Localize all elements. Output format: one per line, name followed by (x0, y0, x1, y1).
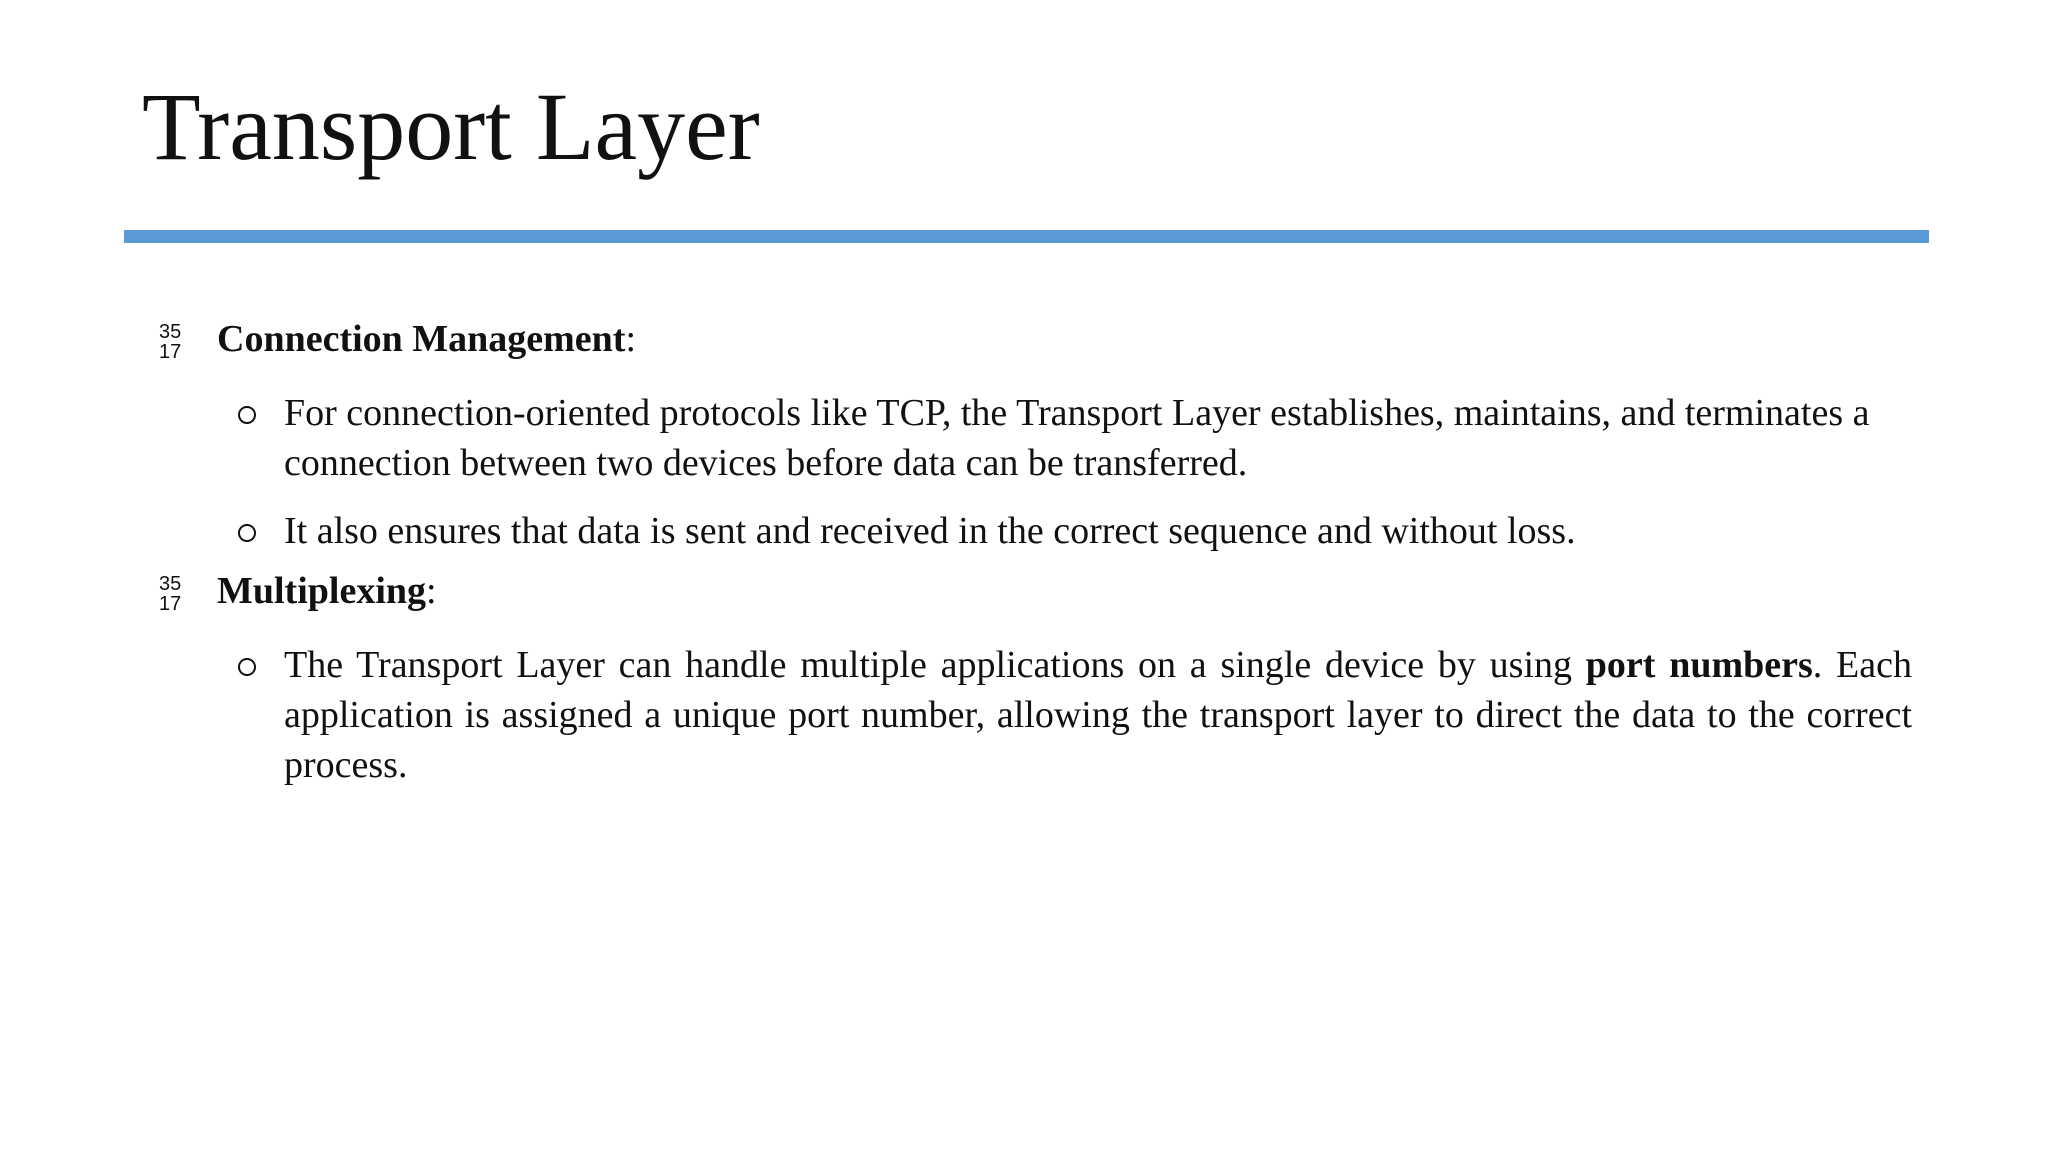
bullet-marker-top: 35 (159, 573, 182, 595)
title-divider (124, 230, 1929, 243)
bullet-marker-bottom: 17 (159, 341, 182, 363)
sub-item-text: It also ensures that data is sent and received in the correct sequence and without loss. (284, 510, 1576, 552)
hollow-circle-bullet-icon (238, 406, 256, 424)
bullet-marker-bottom: 17 (159, 593, 182, 615)
sub-item-text: For connection-oriented protocols like TCP, the Transport Layer establishes, maintains, and terminates a connection between two devices before data can be transferred. (284, 392, 1870, 484)
slide-title: Transport Layer (142, 73, 760, 180)
bullet-heading-suffix: : (426, 570, 437, 612)
bullet-heading (217, 314, 636, 364)
bullet-marker (159, 322, 189, 362)
bullet-heading-suffix: : (625, 318, 637, 360)
bullet-heading-label: Connection Management (217, 318, 626, 360)
bullet-marker (159, 574, 189, 614)
bullet-heading (217, 566, 437, 616)
hollow-circle-bullet-icon (238, 524, 256, 542)
hollow-circle-bullet-icon (238, 658, 256, 676)
sub-item-text (284, 640, 1912, 790)
sub-item-text-after: . Each application is assigned a unique port number, allowing the transport layer to direct the data to the correct process. (284, 644, 1912, 786)
bullet-heading-label: Multiplexing (217, 570, 427, 612)
bullet-marker-top: 35 (159, 321, 182, 343)
sub-item-text-before: The Transport Layer can handle multiple applications on a single device by using (284, 644, 1586, 686)
sub-item-text-bold: port numbers (1585, 644, 1813, 686)
